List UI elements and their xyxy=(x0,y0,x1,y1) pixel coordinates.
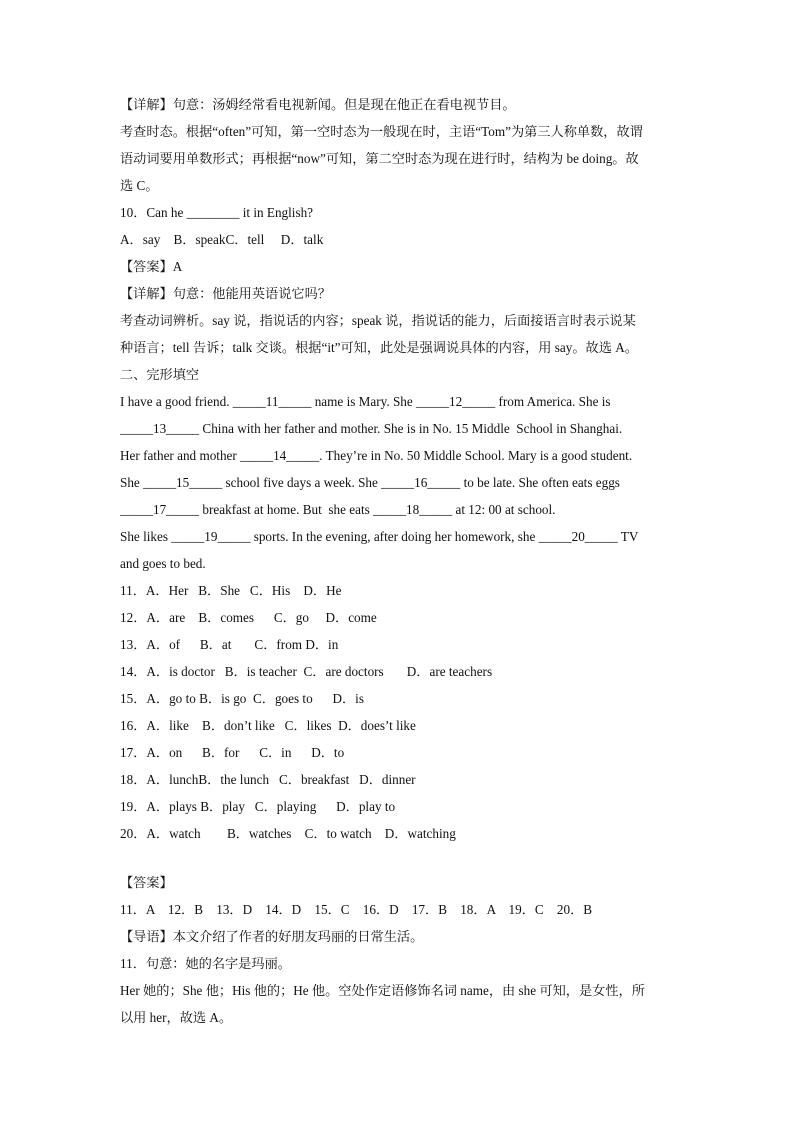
answer-key: 11．A 12．B 13．D 14．D 15．C 16．D 17．B 18．A 19．C 20．B xyxy=(120,902,593,917)
explanation-9-line-1: 【详解】句意：汤姆经常看电视新闻。但是现在他正在看电视节目。 xyxy=(120,97,516,112)
cloze-passage-line-4: She _____15_____ school five days a week. She _____16_____ to be late. She often eats eggs xyxy=(120,475,620,490)
explanation-11-line-2: 以用 her，故选 A。 xyxy=(120,1010,233,1025)
spacer xyxy=(120,849,680,871)
explanation-9-line-3: 语动词要用单数形式；再根据“now”可知，第二空时态为现在进行时，结构为 be doing。故 xyxy=(120,151,639,166)
document-page xyxy=(120,93,680,1033)
cloze-options-11: 11．A．Her B．She C．His D．He xyxy=(120,583,342,598)
cloze-options-20: 20．A．watch B．watches C．to watch D．watching xyxy=(120,826,456,841)
explanation-11-meaning: 11．句意：她的名字是玛丽。 xyxy=(120,956,291,971)
lead-in: 【导语】本文介绍了作者的好朋友玛丽的日常生活。 xyxy=(120,929,424,944)
cloze-passage-line-2: _____13_____ China with her father and mother. She is in No. 15 Middle School in Shanghai. xyxy=(120,421,623,436)
explanation-10-line-1: 【详解】句意：他能用英语说它吗？ xyxy=(120,286,331,301)
explanation-10-line-3: 种语言；tell 告诉；talk 交谈。根据“it”可知，此处是强调说具体的内容，用 say。故选 A。 xyxy=(120,340,638,355)
cloze-passage-line-6: She likes _____19_____ sports. In the evening, after doing her homework, she _____20_____ TV xyxy=(120,529,639,544)
cloze-passage-line-7: and goes to bed. xyxy=(120,556,206,571)
cloze-passage-line-3: Her father and mother _____14_____. They’re in No. 50 Middle School. Mary is a good student. xyxy=(120,448,633,463)
explanation-11-line-1: Her 她的；She 他；His 他的；He 他。空处作定语修饰名词 name，由 she 可知，是女性，所 xyxy=(120,983,645,998)
cloze-options-15: 15．A．go to B．is go C．goes to D．is xyxy=(120,691,364,706)
question-10-options: A．say B．speakC．tell D．talk xyxy=(120,232,324,247)
section-heading-cloze: 二、完形填空 xyxy=(120,367,200,382)
cloze-options-17: 17．A．on B．for C．in D．to xyxy=(120,745,345,760)
cloze-options-14: 14．A．is doctor B．is teacher C．are doctors D．are teachers xyxy=(120,664,493,679)
explanation-9-line-2: 考查时态。根据“often”可知，第一空时态为一般现在时，主语“Tom”为第三人称单数，故谓 xyxy=(120,124,643,139)
answer-10: 【答案】A xyxy=(120,259,183,274)
answer-heading: 【答案】 xyxy=(120,875,173,890)
cloze-passage-line-5: _____17_____ breakfast at home. But she eats _____18_____ at 12: 00 at school. xyxy=(120,502,556,517)
explanation-10-line-2: 考查动词辨析。say 说，指说话的内容；speak 说，指说话的能力，后面接语言时表示说某 xyxy=(120,313,636,328)
cloze-options-12: 12．A．are B．comes C．go D．come xyxy=(120,610,377,625)
explanation-9-line-4: 选 C。 xyxy=(120,178,159,193)
question-10: 10．Can he ________ it in English? xyxy=(120,205,314,220)
cloze-options-13: 13．A．of B．at C．from D．in xyxy=(120,637,339,652)
cloze-options-18: 18．A．lunchB．the lunch C．breakfast D．dinner xyxy=(120,772,416,787)
cloze-options-19: 19．A．plays B．play C．playing D．play to xyxy=(120,799,396,814)
cloze-passage-line-1: I have a good friend. _____11_____ name is Mary. She _____12_____ from America. She is xyxy=(120,394,611,409)
cloze-options-16: 16．A．like B．don’t like C．likes D．does’t like xyxy=(120,718,416,733)
